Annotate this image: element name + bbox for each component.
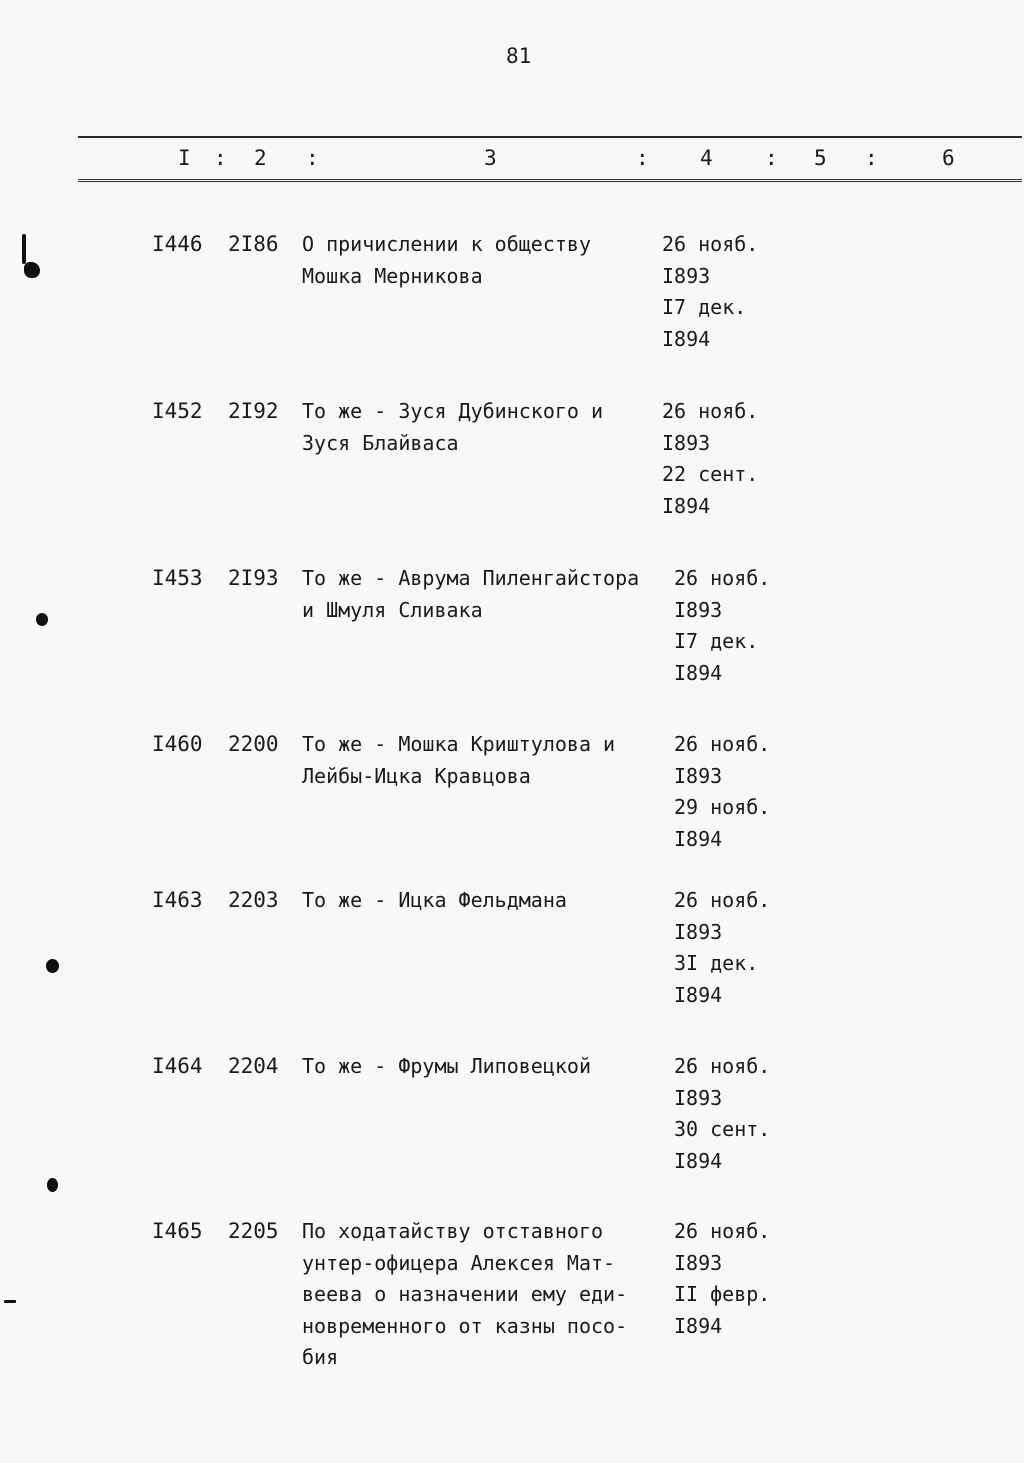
entry-dates: 26 нояб. I893 II февр. I894 — [674, 1219, 771, 1338]
column-header-3: 3 — [484, 146, 497, 170]
entry-number: I465 — [152, 1219, 203, 1243]
column-separator: : — [636, 146, 649, 170]
table-row — [0, 1216, 1024, 1396]
column-header-6: 6 — [942, 146, 955, 170]
entry-dates: 26 нояб. I893 30 сент. I894 — [674, 1054, 771, 1173]
binding-hole-mark — [24, 262, 40, 278]
entry-description: То же - Ицка Фельдмана — [302, 888, 567, 912]
table-row — [0, 885, 1024, 1045]
binding-hole-mark — [46, 959, 59, 973]
entry-number: I463 — [152, 888, 203, 912]
entry-dates: 26 нояб. I893 I7 дек. I894 — [674, 566, 771, 685]
column-separator: : — [306, 146, 319, 170]
column-separator: : — [865, 146, 878, 170]
entry-number: I464 — [152, 1054, 203, 1078]
entry-code: 2I93 — [228, 566, 279, 590]
entry-code: 2203 — [228, 888, 279, 912]
entry-dates: 26 нояб. I893 29 нояб. I894 — [674, 732, 771, 851]
table-row — [0, 396, 1024, 556]
column-header-5: 5 — [814, 146, 827, 170]
entry-description: По ходатайству отставного унтер-офицера Алексея Мат- веева о назначении ему еди- новременного от казны посо- бия — [302, 1219, 628, 1369]
table-row — [0, 229, 1024, 389]
table-top-rule — [78, 136, 1022, 138]
page-number: 81 — [506, 44, 532, 68]
table-row — [0, 729, 1024, 889]
entry-code: 2I92 — [228, 399, 279, 423]
entry-code: 2200 — [228, 732, 279, 756]
binding-hole-mark — [22, 234, 26, 264]
entry-dates: 26 нояб. I893 3I дек. I894 — [674, 888, 771, 1007]
binding-hole-mark — [4, 1300, 16, 1303]
entry-number: I446 — [152, 232, 203, 256]
entry-dates: 26 нояб. I893 22 сент. I894 — [662, 399, 759, 518]
entry-code: 2I86 — [228, 232, 279, 256]
entry-dates: 26 нояб. I893 I7 дек. I894 — [662, 232, 759, 351]
table-header-rule — [78, 179, 1022, 182]
column-header-4: 4 — [700, 146, 713, 170]
binding-hole-mark — [36, 613, 48, 626]
entry-description: То же - Мошка Криштулова и Лейбы-Ицка Кравцова — [302, 732, 616, 788]
column-separator: : — [214, 146, 227, 170]
entry-description: То же - Фрумы Липовецкой — [302, 1054, 591, 1078]
binding-hole-mark — [47, 1178, 58, 1192]
entry-description: То же - Аврума Пиленгайстора и Шмуля Сливака — [302, 566, 640, 622]
table-row — [0, 563, 1024, 723]
column-header-1: I — [178, 146, 191, 170]
column-header-2: 2 — [254, 146, 267, 170]
column-separator: : — [765, 146, 778, 170]
table-row — [0, 1051, 1024, 1211]
entry-description: О причислении к обществу Мошка Мерникова — [302, 232, 591, 288]
entry-code: 2205 — [228, 1219, 279, 1243]
entry-number: I452 — [152, 399, 203, 423]
entry-description: То же - Зуся Дубинского и Зуся Блайваса — [302, 399, 604, 455]
entry-number: I460 — [152, 732, 203, 756]
entry-number: I453 — [152, 566, 203, 590]
entry-code: 2204 — [228, 1054, 279, 1078]
